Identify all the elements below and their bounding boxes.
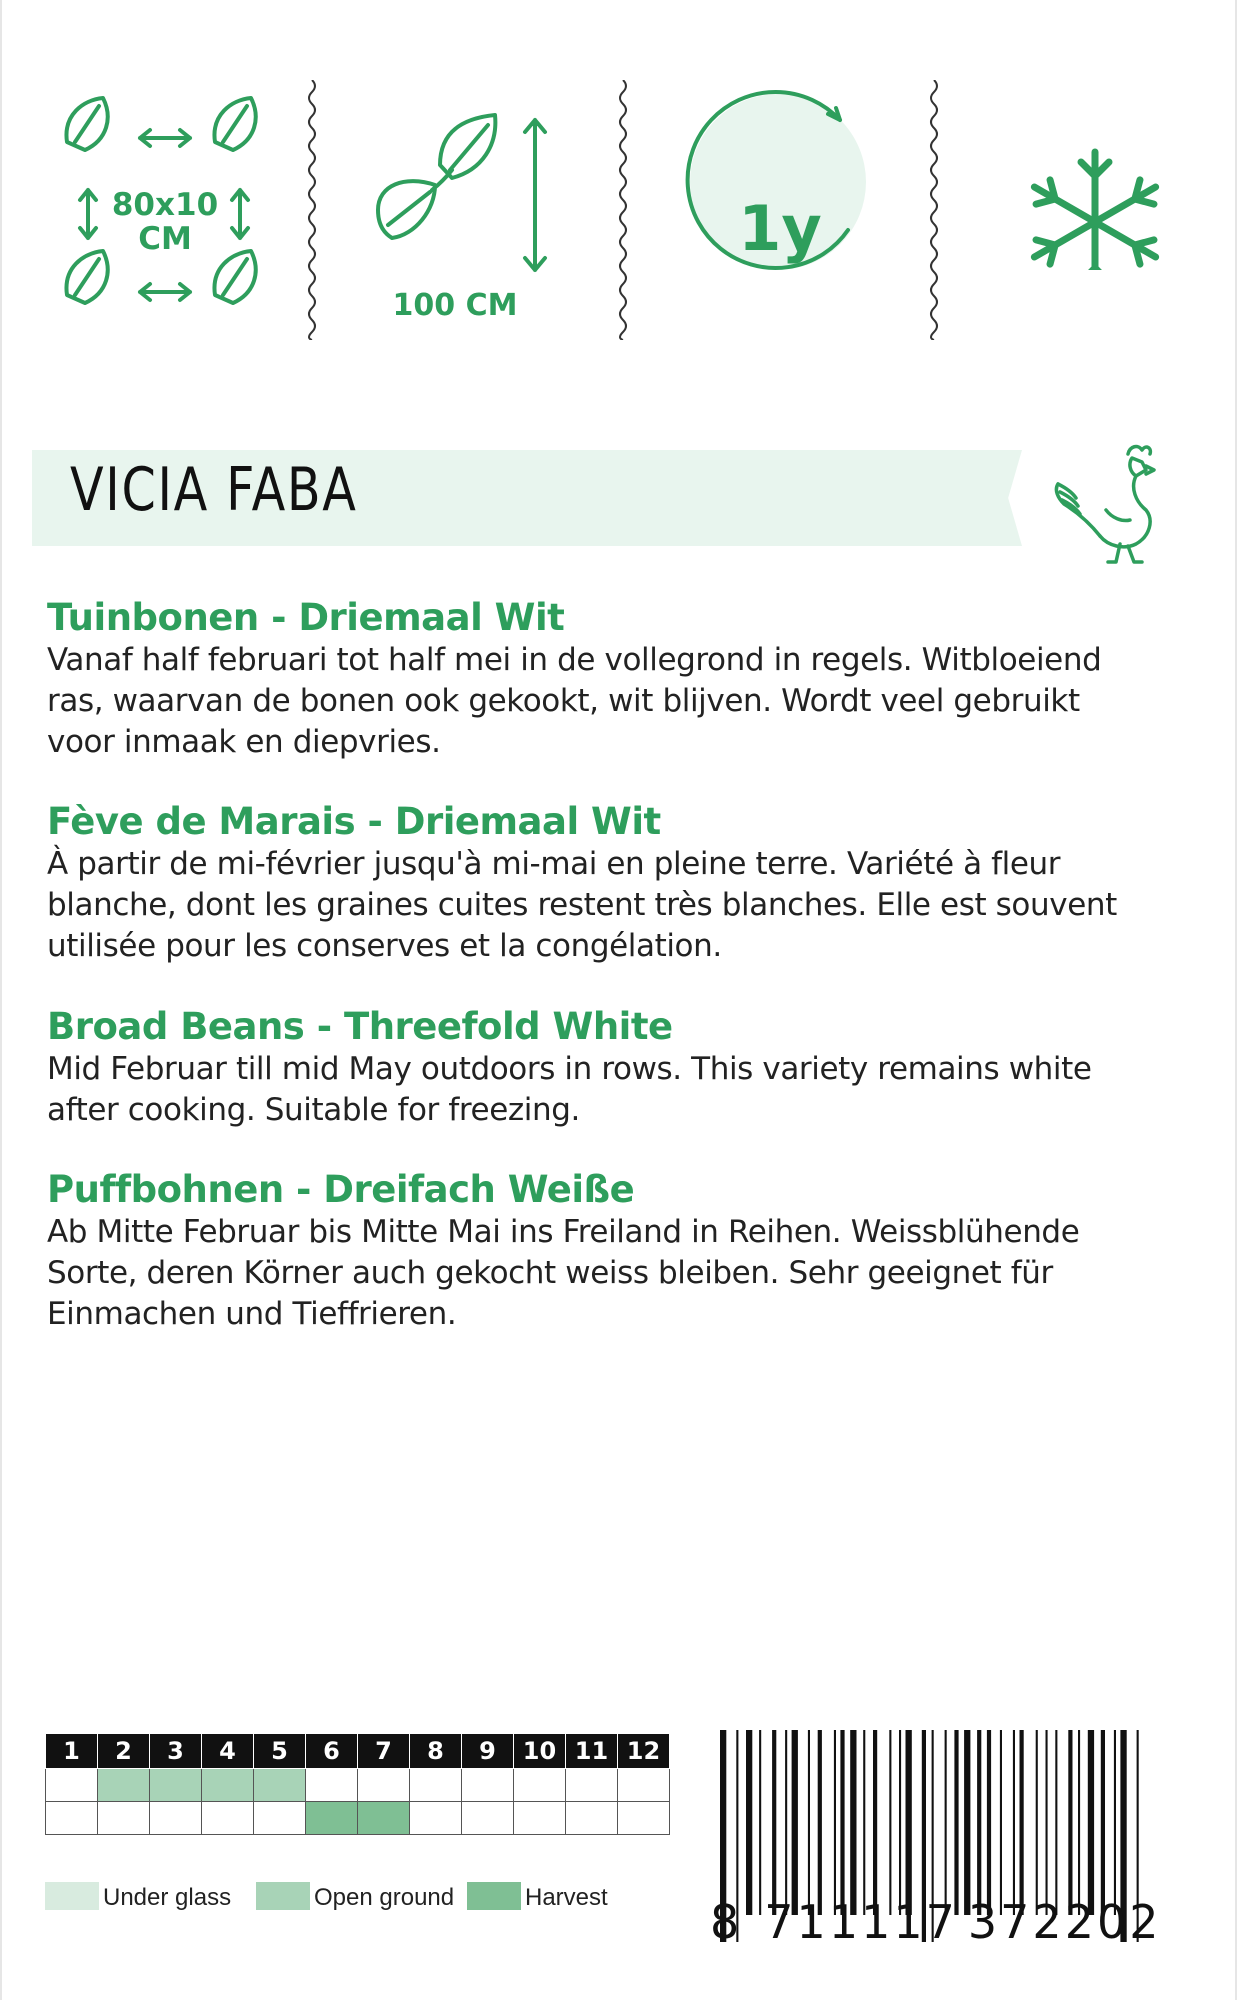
- calendar-cell: [462, 1769, 514, 1802]
- rooster-icon: [1050, 436, 1170, 566]
- section-line: À partir de mi-février jusqu'à mi-mai en pleine terre. Variété à fleur: [47, 846, 1061, 882]
- barcode-number: [710, 1895, 1162, 1949]
- section-line: Mid Februar till mid May outdoors in rows. This variety remains white: [47, 1051, 1092, 1087]
- legend-swatch: [467, 1882, 521, 1910]
- spacing-info: [55, 70, 275, 350]
- calendar-cell: [358, 1802, 410, 1835]
- description-en: [47, 1005, 1187, 1131]
- section-title: Puffbohnen - Dreifach Weiße: [47, 1168, 635, 1211]
- calendar-month-header: 6: [306, 1734, 358, 1769]
- barcode-group-1: 711117: [764, 1895, 958, 1949]
- latin-name: VICIA FABA: [70, 455, 358, 525]
- legend-swatch: [256, 1882, 310, 1910]
- section-line: Vanaf half februari tot half mei in de vollegrond in regels. Witbloeiend: [47, 642, 1102, 678]
- barcode-bar: [899, 1730, 901, 1915]
- divider-wavy: [306, 80, 318, 340]
- barcode-bar: [759, 1730, 761, 1915]
- calendar-month-header: 1: [46, 1734, 98, 1769]
- calendar-cell: [358, 1769, 410, 1802]
- barcode-bar: [1020, 1730, 1024, 1915]
- calendar-cell: [410, 1802, 462, 1835]
- divider-wavy: [617, 80, 629, 340]
- section-line: blanche, dont les graines cuites restent très blanches. Elle est souvent: [47, 887, 1117, 923]
- section-line: Sorte, deren Körner auch gekocht weiss bleiben. Sehr geeignet für: [47, 1255, 1053, 1291]
- legend-label: Harvest: [525, 1884, 608, 1911]
- calendar-row-open-ground: [46, 1769, 670, 1802]
- barcode-bar: [977, 1730, 981, 1915]
- calendar-month-header: 10: [514, 1734, 566, 1769]
- barcode-bar: [1013, 1730, 1015, 1915]
- barcode-bar: [987, 1730, 991, 1915]
- barcode-bar: [1101, 1730, 1105, 1915]
- barcode-bar: [772, 1730, 776, 1915]
- calendar-month-header: 9: [462, 1734, 514, 1769]
- calendar-table: [45, 1733, 670, 1835]
- calendar-month-header: 3: [150, 1734, 202, 1769]
- calendar-cell: [618, 1769, 670, 1802]
- barcode-bar: [746, 1730, 752, 1915]
- description-de: [47, 1168, 1187, 1335]
- section-line: Einmachen und Tieffrieren.: [47, 1296, 457, 1332]
- divider-wavy: [928, 80, 940, 340]
- barcode-bar: [1036, 1730, 1038, 1915]
- barcode-bar: [1068, 1730, 1072, 1915]
- snowflake-icon: [1010, 70, 1180, 270]
- calendar-cell: [98, 1769, 150, 1802]
- barcode-bar: [1078, 1730, 1080, 1915]
- lifecycle-info: [680, 70, 880, 350]
- barcode-bar: [808, 1730, 810, 1915]
- calendar-cell: [410, 1769, 462, 1802]
- calendar-cell: [202, 1802, 254, 1835]
- barcode-bar: [1055, 1730, 1057, 1915]
- barcode-bar: [873, 1730, 877, 1915]
- calendar-cell: [46, 1769, 98, 1802]
- calendar-legend: [45, 1882, 685, 1914]
- section-line: utilisée pour les conserves et la congélation.: [47, 928, 722, 964]
- calendar-cell: [254, 1769, 306, 1802]
- sowing-calendar: [45, 1733, 670, 1835]
- calendar-cell: [46, 1802, 98, 1835]
- calendar-cell: [306, 1802, 358, 1835]
- barcode-bar: [834, 1730, 836, 1915]
- legend-label: Under glass: [103, 1884, 232, 1911]
- barcode-bar: [1046, 1730, 1048, 1915]
- calendar-cell: [566, 1769, 618, 1802]
- barcode-bar: [1114, 1730, 1116, 1915]
- barcode-bar: [850, 1730, 856, 1915]
- height-value: 100 CM: [392, 288, 518, 323]
- barcode-bar: [818, 1730, 822, 1915]
- calendar-cell: [150, 1802, 202, 1835]
- calendar-cell: [566, 1802, 618, 1835]
- calendar-month-header: 2: [98, 1734, 150, 1769]
- section-line: after cooking. Suitable for freezing.: [47, 1092, 580, 1128]
- section-title: Fève de Marais - Driemaal Wit: [47, 800, 661, 843]
- section-title: Broad Beans - Threefold White: [47, 1005, 673, 1048]
- legend-label: Open ground: [314, 1884, 455, 1911]
- height-info: [370, 70, 570, 350]
- calendar-month-header: 12: [618, 1734, 670, 1769]
- barcode-bar: [785, 1730, 787, 1915]
- calendar-cell: [150, 1769, 202, 1802]
- barcode-bar: [1088, 1730, 1094, 1915]
- barcode-bar: [840, 1730, 844, 1915]
- plant-height-icon: [370, 70, 570, 290]
- calendar-month-header: 7: [358, 1734, 410, 1769]
- calendar-row-harvest: [46, 1802, 670, 1835]
- spacing-unit: CM: [138, 221, 192, 257]
- section-line: Ab Mitte Februar bis Mitte Mai ins Freiland in Reihen. Weissblühende: [47, 1214, 1080, 1250]
- calendar-cell: [202, 1769, 254, 1802]
- barcode-bar: [964, 1730, 970, 1915]
- legend-swatch: [45, 1882, 99, 1910]
- calendar-months-row: [46, 1734, 670, 1769]
- section-line: ras, waarvan de bonen ook gekookt, wit blijven. Wordt veel gebruikt: [47, 683, 1080, 719]
- section-line: voor inmaak en diepvries.: [47, 724, 441, 760]
- barcode-bar: [945, 1730, 947, 1915]
- lifecycle-value: 1y: [738, 192, 822, 265]
- barcode-bar: [1000, 1730, 1002, 1915]
- calendar-cell: [514, 1769, 566, 1802]
- calendar-month-header: 5: [254, 1734, 306, 1769]
- calendar-cell: [462, 1802, 514, 1835]
- description-nl: [47, 596, 1187, 763]
- calendar-month-header: 4: [202, 1734, 254, 1769]
- barcode-bar: [863, 1730, 865, 1915]
- calendar-cell: [514, 1802, 566, 1835]
- barcode-first-digit: 8: [710, 1895, 743, 1949]
- calendar-month-header: 8: [410, 1734, 462, 1769]
- description-fr: [47, 800, 1187, 967]
- spacing-value: 80x10: [111, 187, 219, 223]
- calendar-cell: [306, 1769, 358, 1802]
- calendar-month-header: 11: [566, 1734, 618, 1769]
- calendar-cell: [98, 1802, 150, 1835]
- barcode-group-2: 372202: [967, 1895, 1162, 1949]
- barcode-bar: [792, 1730, 798, 1915]
- icon-row: [0, 70, 1237, 350]
- section-title: Tuinbonen - Driemaal Wit: [47, 596, 565, 639]
- frost-info: [1010, 70, 1180, 350]
- barcode-bar: [889, 1730, 891, 1915]
- calendar-cell: [254, 1802, 306, 1835]
- barcode-bar: [906, 1730, 912, 1915]
- barcode-bar: [954, 1730, 958, 1915]
- calendar-cell: [618, 1802, 670, 1835]
